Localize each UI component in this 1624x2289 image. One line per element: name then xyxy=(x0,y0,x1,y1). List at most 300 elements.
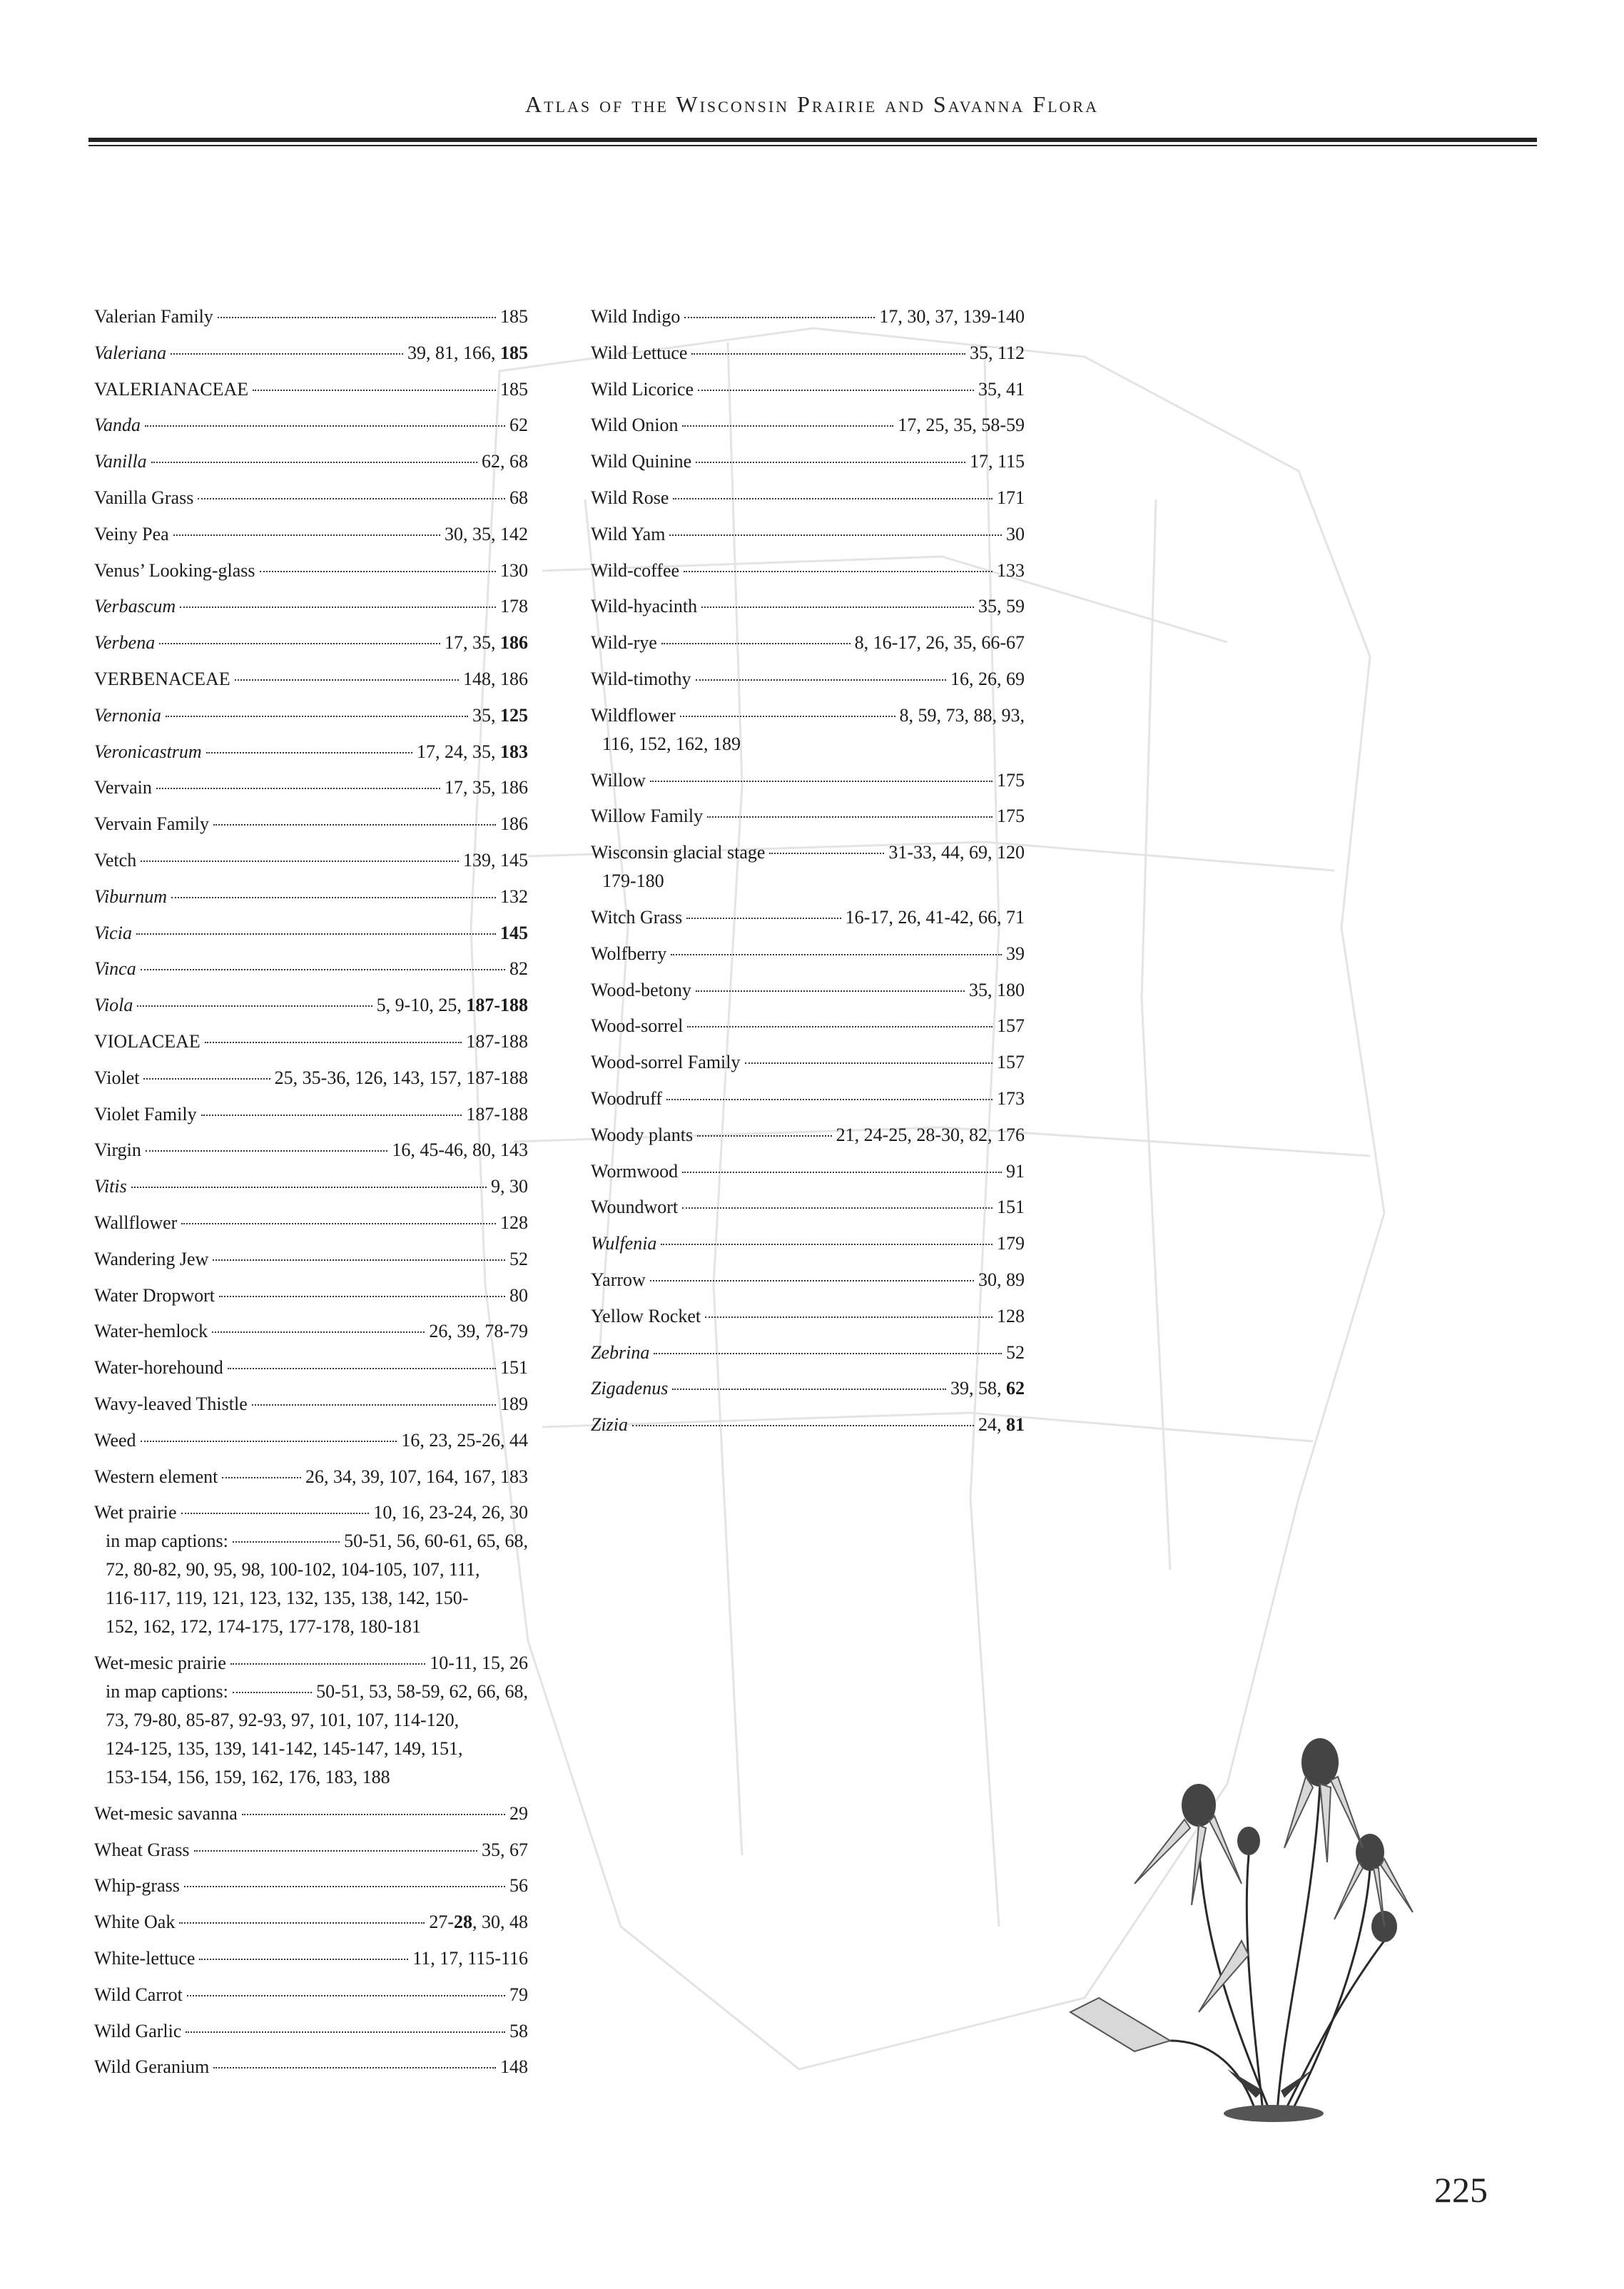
dot-leader xyxy=(686,918,841,919)
index-entry-line xyxy=(94,955,528,983)
index-entry-line xyxy=(591,802,1025,831)
page-references xyxy=(500,1354,528,1382)
index-entry-line xyxy=(94,1426,528,1455)
index-term: Willow xyxy=(591,769,646,791)
index-entry-line xyxy=(94,738,528,766)
page-numbers: 35, 41 xyxy=(978,378,1025,400)
dot-leader xyxy=(159,643,440,644)
page-references xyxy=(997,1085,1025,1113)
index-term: VALERIANACEAE xyxy=(94,378,249,400)
index-term: Wild-timothy xyxy=(591,668,691,689)
index-entry xyxy=(94,447,528,476)
index-term: Wormwood xyxy=(591,1160,679,1182)
continuation-line: 116-117, 119, 121, 123, 132, 135, 138, 142, 150- xyxy=(106,1588,469,1609)
page-numbers: 178 xyxy=(500,596,528,617)
dot-leader xyxy=(145,425,505,427)
dot-leader xyxy=(242,1814,505,1815)
page-references xyxy=(997,1229,1025,1258)
index-term: Vanda xyxy=(94,415,141,436)
page-references xyxy=(997,1048,1025,1077)
index-entry xyxy=(94,955,528,983)
index-term: Weed xyxy=(94,1429,136,1451)
index-term: Wild Rose xyxy=(591,487,669,508)
index-entry xyxy=(591,1302,1025,1331)
page-references xyxy=(997,557,1025,585)
page-references: 50-51, 53, 58-59, 62, 66, 68, xyxy=(316,1681,528,1702)
index-entry xyxy=(94,375,528,404)
page-references xyxy=(978,1411,1025,1439)
dot-leader xyxy=(707,816,993,818)
page-numbers: 16, 45-46, 80, 143 xyxy=(392,1140,528,1161)
page-numbers: 17, 115 xyxy=(969,451,1025,472)
index-term: Water-horehound xyxy=(94,1357,223,1379)
index-entry-line xyxy=(94,375,528,404)
index-entry-line xyxy=(591,940,1025,968)
index-term: Wet-mesic savanna xyxy=(94,1802,238,1824)
index-term: Veronicastrum xyxy=(94,741,202,762)
dot-leader xyxy=(691,353,965,355)
dot-leader xyxy=(206,752,412,753)
index-term: Wheat Grass xyxy=(94,1839,190,1860)
index-entry-line xyxy=(591,665,1025,694)
index-entry-line xyxy=(94,1064,528,1092)
index-term: Whip-grass xyxy=(94,1875,180,1897)
dot-leader xyxy=(654,1353,1002,1354)
index-entry-line xyxy=(94,339,528,367)
index-term: Vanilla xyxy=(94,451,147,472)
index-entry-line xyxy=(94,1498,528,1527)
dot-leader xyxy=(698,390,974,391)
dot-leader xyxy=(199,1959,408,1960)
continuation-line: 72, 80-82, 90, 95, 98, 100-102, 104-105, 107, 111, xyxy=(106,1559,480,1580)
dot-leader xyxy=(673,498,993,499)
index-entry-line xyxy=(94,846,528,875)
index-entry-line xyxy=(94,2017,528,2046)
index-entry-line xyxy=(591,766,1025,795)
page-numbers: 30, 89 xyxy=(978,1269,1025,1290)
page-references xyxy=(472,701,528,730)
page-numbers: 52 xyxy=(1006,1341,1025,1363)
index-entry-line xyxy=(591,838,1025,867)
dot-leader xyxy=(260,571,496,572)
index-term: Wild-coffee xyxy=(591,559,680,581)
page-references xyxy=(969,976,1025,1005)
dot-leader xyxy=(661,1244,993,1245)
index-entry-line xyxy=(94,1100,528,1129)
index-entry xyxy=(94,1800,528,1828)
index-entry xyxy=(94,1908,528,1937)
page-numbers: 128 xyxy=(500,1212,528,1233)
index-entry xyxy=(591,940,1025,968)
index-column-left xyxy=(94,303,528,2089)
page-numbers: 30 xyxy=(1006,523,1025,544)
dot-leader xyxy=(671,954,1002,955)
page-numbers: 17, 30, 37, 139-140 xyxy=(879,306,1025,327)
page-references xyxy=(509,2017,528,2046)
dot-leader xyxy=(194,1850,477,1852)
index-term: Western element xyxy=(94,1466,218,1487)
index-entry xyxy=(591,1085,1025,1113)
index-entry-line xyxy=(94,1245,528,1274)
page-references xyxy=(401,1426,528,1455)
page-numbers: 21, 24-25, 28-30, 82, 176 xyxy=(836,1124,1025,1145)
index-entry xyxy=(94,520,528,549)
index-entry-line xyxy=(94,1027,528,1056)
page-references xyxy=(377,991,528,1020)
index-entry xyxy=(94,1836,528,1864)
index-entry xyxy=(94,810,528,838)
index-term: Wisconsin glacial stage xyxy=(591,842,766,863)
continuation-line: 152, 162, 172, 174-175, 177-178, 180-181 xyxy=(106,1616,421,1638)
page-numbers: 16-17, 26, 41-42, 66, 71 xyxy=(845,906,1025,928)
index-entry-line xyxy=(94,1209,528,1237)
index-entry xyxy=(94,1944,528,1973)
dot-leader xyxy=(151,462,477,463)
index-entry xyxy=(94,1209,528,1237)
page-numbers: 27- xyxy=(429,1912,454,1933)
page-references xyxy=(500,375,528,404)
dot-leader xyxy=(696,462,965,463)
index-entry-line xyxy=(94,1172,528,1201)
dot-leader xyxy=(146,1150,387,1152)
page-references xyxy=(509,1281,528,1310)
index-entry xyxy=(591,629,1025,657)
page-references xyxy=(445,773,528,802)
index-entry xyxy=(591,447,1025,476)
page-references xyxy=(429,1908,528,1937)
index-term: Vetch xyxy=(94,849,137,871)
index-term: Wild-hyacinth xyxy=(591,596,698,617)
dot-leader xyxy=(205,1042,462,1043)
index-entry-line xyxy=(94,629,528,657)
index-entry xyxy=(94,339,528,367)
page-numbers: 52 xyxy=(509,1248,528,1269)
page-number-bold: 62 xyxy=(1006,1378,1025,1399)
page-references xyxy=(879,303,1025,331)
page-references xyxy=(500,557,528,585)
dot-leader xyxy=(166,716,468,717)
dot-leader xyxy=(141,1441,397,1442)
page-numbers: 79 xyxy=(509,1984,528,2005)
page-numbers: 128 xyxy=(997,1305,1025,1326)
page-numbers: 26, 34, 39, 107, 164, 167, 183 xyxy=(305,1466,528,1487)
index-entry xyxy=(94,1172,528,1201)
index-entry xyxy=(591,903,1025,932)
page-references xyxy=(1006,940,1025,968)
index-entry xyxy=(94,1872,528,1900)
dot-leader xyxy=(696,990,965,992)
page-references xyxy=(509,955,528,983)
index-term: Vicia xyxy=(94,922,132,943)
page-numbers: 35, 59 xyxy=(978,596,1025,617)
index-entry-line xyxy=(94,1649,528,1678)
index-term: Violet xyxy=(94,1067,140,1088)
index-term: Woundwort xyxy=(591,1197,679,1218)
page-numbers: 62, 68 xyxy=(482,451,528,472)
page-references xyxy=(509,484,528,512)
index-entry-line xyxy=(94,484,528,512)
dot-leader xyxy=(171,353,403,355)
index-term: Wet prairie xyxy=(94,1502,177,1523)
dot-leader xyxy=(684,571,993,572)
index-entry-line xyxy=(94,1390,528,1418)
page-numbers: 62 xyxy=(509,415,528,436)
page-numbers: 56 xyxy=(509,1875,528,1897)
dot-leader xyxy=(230,1663,425,1665)
page-numbers: 10, 16, 23-24, 26, 30 xyxy=(373,1502,528,1523)
index-entry-line xyxy=(94,701,528,730)
dot-leader xyxy=(186,2031,505,2033)
page-references xyxy=(445,629,528,657)
header-rule-thin xyxy=(88,145,1537,146)
page-references xyxy=(997,1193,1025,1222)
index-entry-line xyxy=(94,2053,528,2081)
page-numbers: 17, 25, 35, 58-59 xyxy=(898,415,1025,436)
page-references xyxy=(429,1317,528,1346)
dot-leader xyxy=(198,498,505,499)
index-term: Wild Indigo xyxy=(591,306,681,327)
dot-leader xyxy=(184,1886,505,1887)
index-term: Virgin xyxy=(94,1140,141,1161)
index-entry xyxy=(94,1064,528,1092)
page-references xyxy=(412,1944,528,1973)
index-term: Yellow Rocket xyxy=(591,1305,701,1326)
page-numbers: 35, 180 xyxy=(969,979,1025,1000)
index-term: Yarrow xyxy=(591,1269,646,1290)
index-entry xyxy=(94,919,528,948)
sub-entry-label: in map captions: xyxy=(106,1681,228,1702)
index-term: Veiny Pea xyxy=(94,523,169,544)
index-term: Vitis xyxy=(94,1176,127,1197)
dot-leader xyxy=(137,1005,372,1007)
index-term: Water-hemlock xyxy=(94,1321,208,1342)
index-term: Wild Licorice xyxy=(591,378,694,400)
index-entry xyxy=(94,1136,528,1164)
page-numbers: 82 xyxy=(509,958,528,980)
index-entry-line xyxy=(591,976,1025,1005)
index-entry xyxy=(94,484,528,512)
index-entry xyxy=(591,557,1025,585)
index-term: Venus’ Looking-glass xyxy=(94,559,255,581)
index-entry-line xyxy=(591,557,1025,585)
dot-leader xyxy=(680,716,895,717)
index-entry xyxy=(591,976,1025,1005)
index-entry-line xyxy=(591,1411,1025,1439)
page-numbers: 68 xyxy=(509,487,528,508)
dot-leader xyxy=(131,1187,487,1188)
index-entry xyxy=(591,838,1025,895)
dot-leader xyxy=(650,1280,974,1281)
index-term: Zebrina xyxy=(591,1341,650,1363)
index-entry xyxy=(94,1498,528,1641)
dot-leader xyxy=(171,897,496,898)
index-entry-line xyxy=(591,1193,1025,1222)
page-references xyxy=(500,2053,528,2081)
index-entry xyxy=(591,520,1025,549)
index-entry xyxy=(591,1193,1025,1222)
page-references xyxy=(500,1209,528,1237)
page-references xyxy=(997,766,1025,795)
page-references xyxy=(997,1012,1025,1040)
index-entry-line xyxy=(591,1085,1025,1113)
index-entry xyxy=(591,303,1025,331)
dot-leader xyxy=(212,1331,425,1333)
page-references xyxy=(275,1064,528,1092)
page-references xyxy=(463,846,528,875)
page-references xyxy=(500,592,528,621)
index-entry xyxy=(591,484,1025,512)
index-entry xyxy=(591,1157,1025,1186)
index-entry-line xyxy=(591,592,1025,621)
dot-leader xyxy=(213,1259,505,1261)
dot-leader xyxy=(669,534,1002,536)
dot-leader xyxy=(253,390,496,391)
index-entry xyxy=(94,2053,528,2081)
index-entry-line xyxy=(591,339,1025,367)
page-numbers: 29 xyxy=(509,1802,528,1824)
index-entry xyxy=(591,1266,1025,1294)
page-number-bold: 187-188 xyxy=(466,995,528,1016)
page-number-bold: 125 xyxy=(500,704,528,726)
page-references xyxy=(407,339,528,367)
index-term: Wavy-leaved Thistle xyxy=(94,1393,248,1414)
page-numbers: 24, xyxy=(978,1414,1006,1436)
page-numbers: 10-11, 15, 26 xyxy=(430,1653,528,1674)
index-entry-line xyxy=(591,411,1025,440)
index-entry xyxy=(94,592,528,621)
index-entry xyxy=(94,303,528,331)
index-entry-line xyxy=(94,773,528,802)
page-references xyxy=(500,919,528,948)
index-term: Vernonia xyxy=(94,704,161,726)
page-references xyxy=(509,1245,528,1274)
page-numbers: 16, 26, 69 xyxy=(950,668,1025,689)
index-entry-line xyxy=(94,1981,528,2009)
index-entry-line xyxy=(94,883,528,911)
index-term: Wildflower xyxy=(591,704,676,726)
sub-entry-line xyxy=(94,1678,528,1706)
index-entry xyxy=(591,1374,1025,1403)
page-references xyxy=(417,738,528,766)
index-entry-line xyxy=(94,1317,528,1346)
dot-leader xyxy=(705,1316,993,1318)
index-entry-line xyxy=(591,1121,1025,1149)
index-entry-line xyxy=(94,1136,528,1164)
index-entry xyxy=(591,1339,1025,1367)
dot-leader xyxy=(213,2067,496,2069)
index-entry xyxy=(94,846,528,875)
index-entry xyxy=(94,629,528,657)
index-entry-line xyxy=(591,1339,1025,1367)
index-term: Wild Carrot xyxy=(94,1984,183,2005)
page-references xyxy=(509,411,528,440)
index-term: Vervain xyxy=(94,777,152,798)
page-numbers: 175 xyxy=(997,769,1025,791)
index-entry xyxy=(94,701,528,730)
page-numbers: 91 xyxy=(1006,1160,1025,1182)
index-entry xyxy=(94,1426,528,1455)
index-term: Verbena xyxy=(94,632,156,654)
index-term: Viola xyxy=(94,995,133,1016)
dot-leader xyxy=(233,1692,312,1693)
dot-leader xyxy=(672,1389,946,1390)
index-entry xyxy=(591,375,1025,404)
index-entry xyxy=(591,1048,1025,1077)
dot-leader xyxy=(661,643,851,644)
index-entry-line xyxy=(94,1944,528,1973)
index-entry-line xyxy=(591,903,1025,932)
index-entry-line xyxy=(94,447,528,476)
index-entry-line xyxy=(591,484,1025,512)
index-term: Wild Geranium xyxy=(94,2056,210,2078)
dot-leader xyxy=(666,1099,993,1100)
index-term: Willow Family xyxy=(591,806,704,827)
page-references xyxy=(500,883,528,911)
index-entry-line xyxy=(591,1266,1025,1294)
page-numbers: 151 xyxy=(500,1357,528,1379)
dot-leader xyxy=(136,933,496,935)
page-numbers: 8, 59, 73, 88, 93, xyxy=(899,704,1025,726)
dot-leader xyxy=(213,824,496,826)
index-entry xyxy=(94,773,528,802)
index-entry-line xyxy=(94,1836,528,1864)
page-references: 50-51, 56, 60-61, 65, 68, xyxy=(344,1531,528,1552)
page-references xyxy=(950,665,1025,694)
sub-entry-line xyxy=(94,1527,528,1555)
page-numbers: 58 xyxy=(509,2020,528,2041)
page-numbers: 175 xyxy=(997,806,1025,827)
page-references xyxy=(888,838,1025,867)
page-numbers: 25, 35-36, 126, 143, 157, 187-188 xyxy=(274,1067,528,1088)
page-numbers: 11, 17, 115-116 xyxy=(412,1948,528,1969)
index-column-right xyxy=(591,303,1025,1447)
index-entry-line xyxy=(94,520,528,549)
header-rule xyxy=(88,138,1537,142)
page-numbers: 132 xyxy=(500,885,528,907)
page-numbers: 35, xyxy=(472,704,500,726)
page-references xyxy=(978,592,1025,621)
index-entry-line xyxy=(591,1048,1025,1077)
index-entry xyxy=(94,665,528,694)
page-numbers: 31-33, 44, 69, 120 xyxy=(888,842,1025,863)
index-term: Wild Onion xyxy=(591,415,679,436)
page-number-bold: 183 xyxy=(500,741,528,762)
dot-leader xyxy=(222,1477,301,1478)
page-numbers: 130 xyxy=(500,559,528,581)
index-term: Wild Quinine xyxy=(591,451,692,472)
page-references xyxy=(900,701,1025,730)
page-references xyxy=(500,1390,528,1418)
index-entry-line xyxy=(94,1872,528,1900)
index-entry xyxy=(94,557,528,585)
dot-leader xyxy=(650,781,993,782)
index-term: Wood-sorrel xyxy=(591,1015,684,1037)
page-references xyxy=(846,903,1025,932)
index-entry-line xyxy=(591,701,1025,730)
page-references xyxy=(978,375,1025,404)
index-entry xyxy=(591,339,1025,367)
page-numbers: 5, 9-10, 25, xyxy=(376,995,467,1016)
page-references xyxy=(950,1374,1025,1403)
dot-leader xyxy=(156,788,440,789)
index-term: Zizia xyxy=(591,1414,629,1436)
page-numbers: 35, 67 xyxy=(482,1839,528,1860)
index-entry xyxy=(94,1649,528,1792)
index-entry-line xyxy=(591,629,1025,657)
index-term: Wild Garlic xyxy=(94,2020,182,2041)
index-term: VIOLACEAE xyxy=(94,1030,201,1052)
index-term: Viburnum xyxy=(94,885,168,907)
